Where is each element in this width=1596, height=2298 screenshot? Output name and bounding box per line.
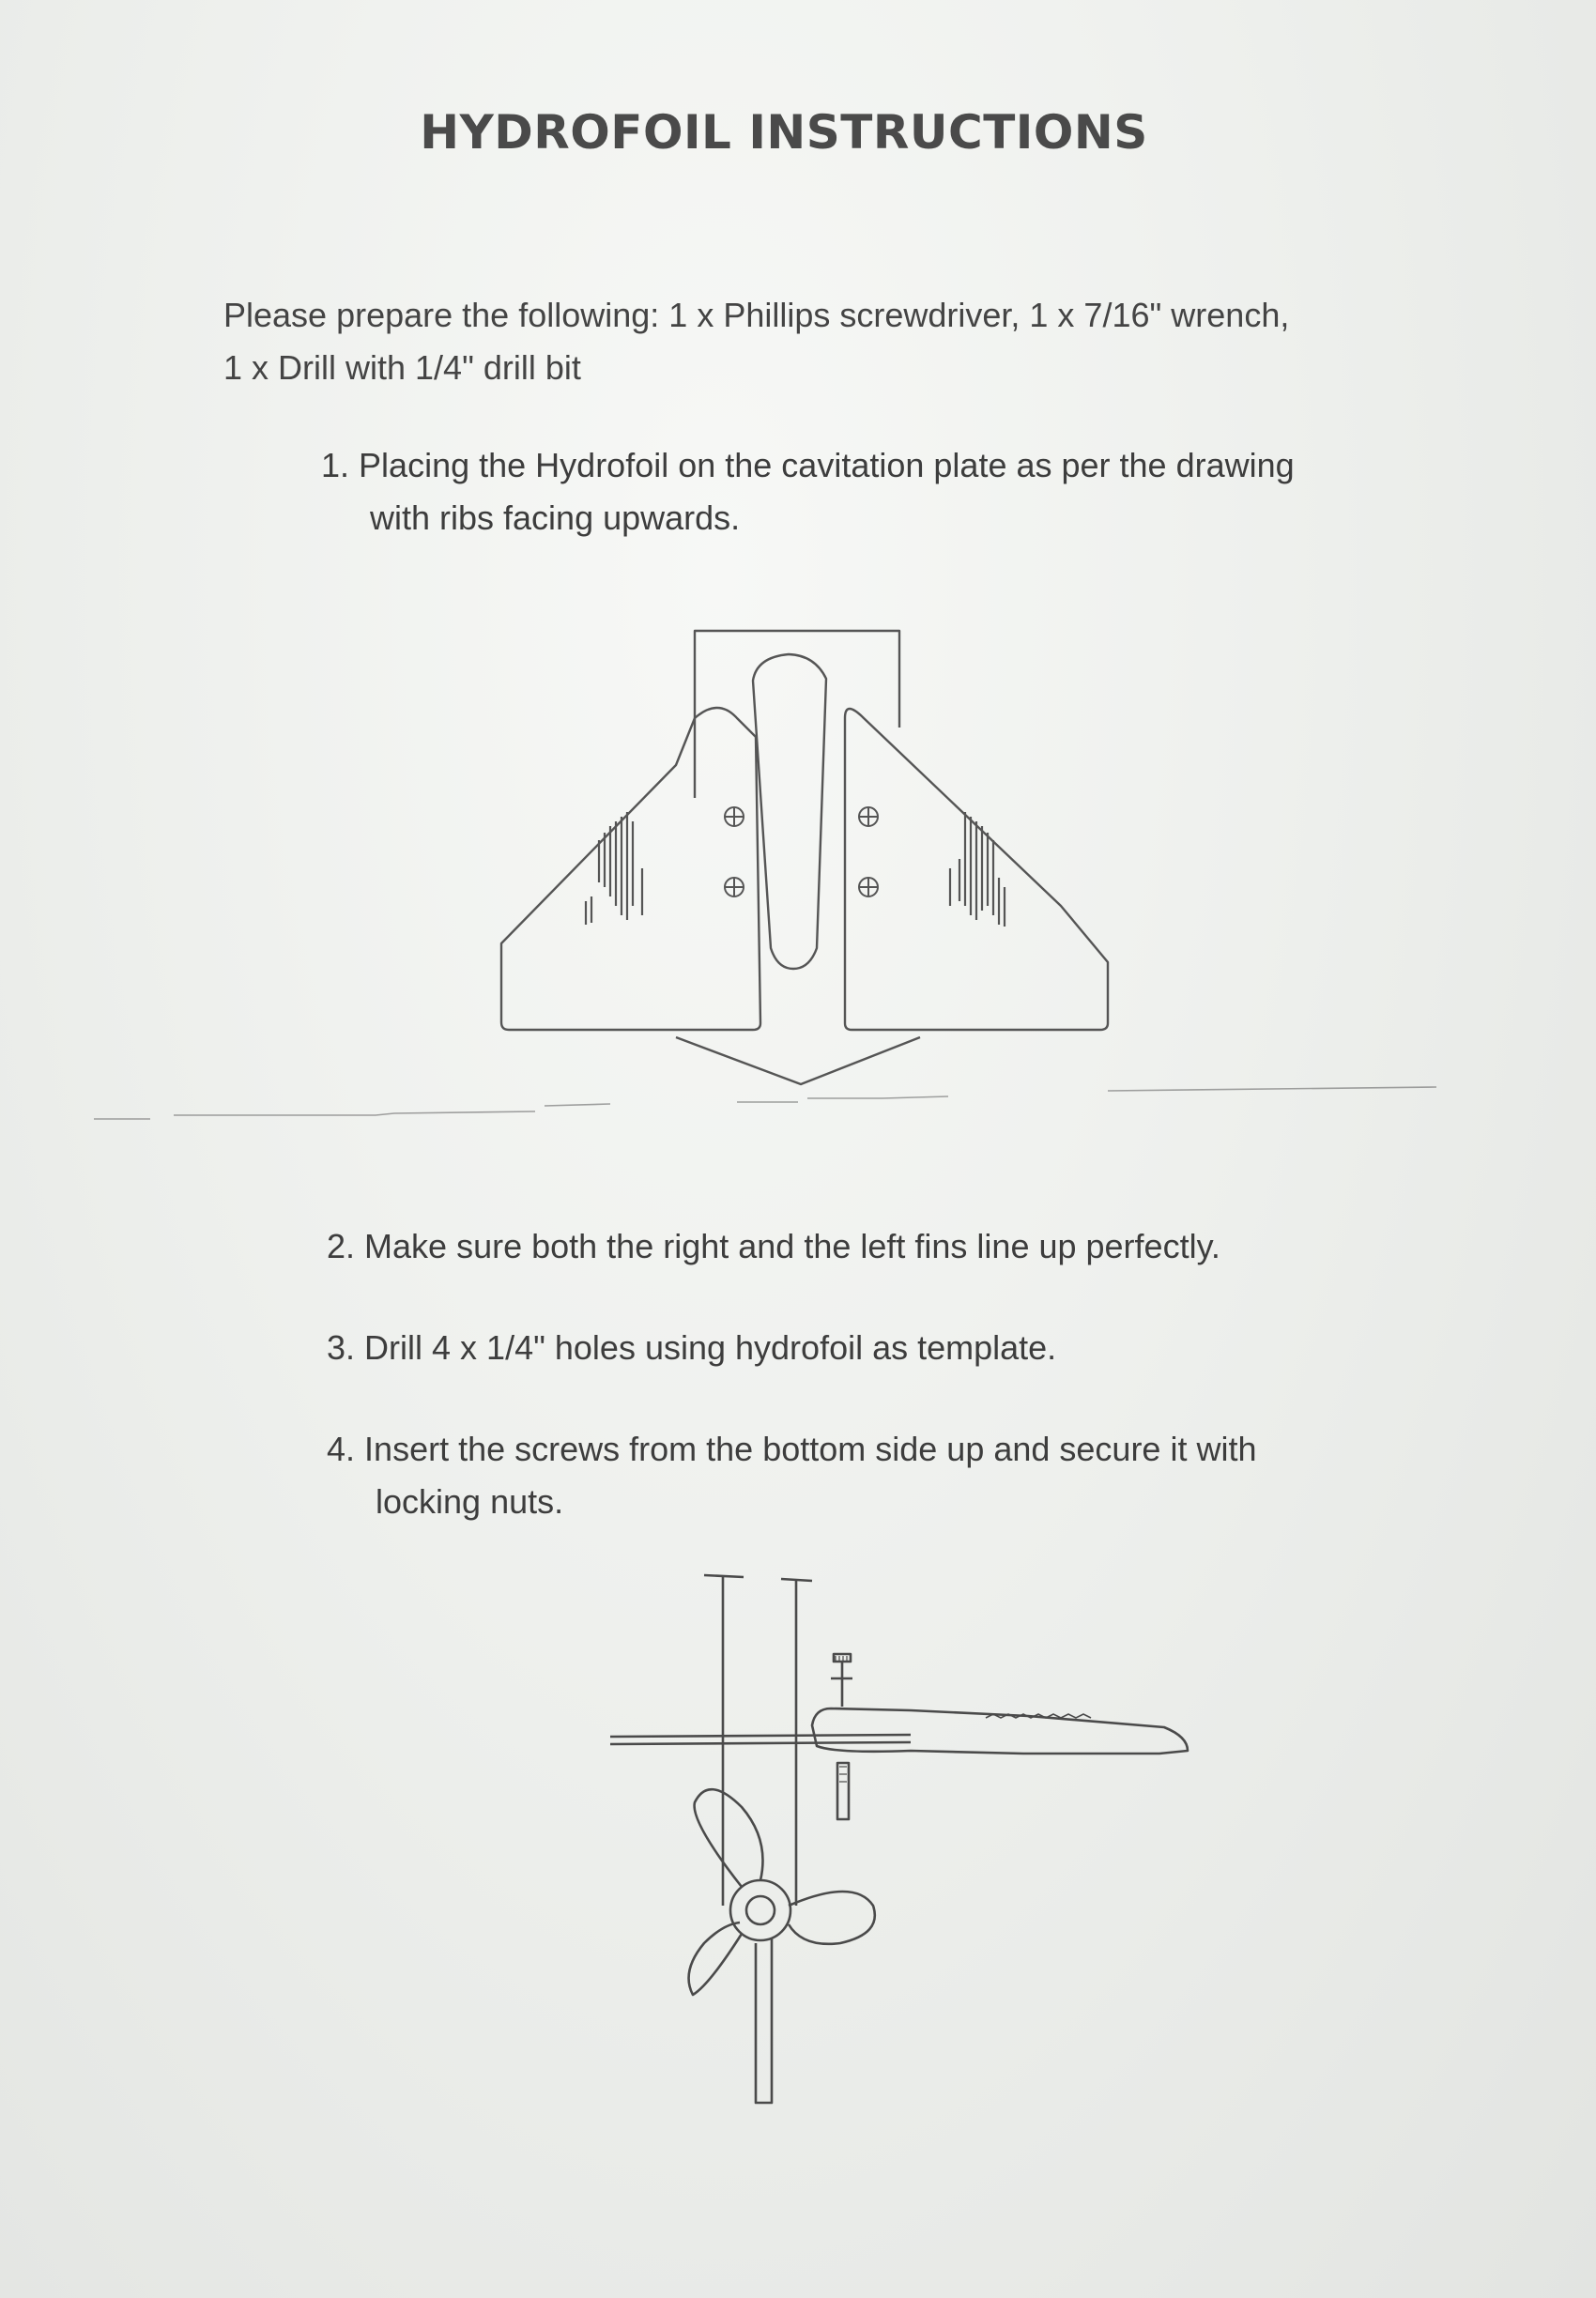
intro-paragraph	[223, 289, 1388, 394]
skeg-outline	[756, 1938, 772, 2103]
step-1-text-line-2: with ribs facing upwards.	[370, 498, 741, 537]
document-title: HYDROFOIL INSTRUCTIONS	[420, 105, 1148, 160]
right-fin-ribs	[950, 812, 1005, 927]
step-3-text: Drill 4 x 1/4" holes using hydrofoil as template.	[364, 1328, 1057, 1367]
step-2-number: 2.	[327, 1227, 356, 1265]
propeller-blade-right	[789, 1892, 875, 1944]
step-4-text-line-1: Insert the screws from the bottom side up and secure it with	[364, 1430, 1257, 1468]
step-4	[327, 1423, 1416, 1528]
propeller-hub-inner	[746, 1896, 775, 1924]
intro-line-1: Please prepare the following: 1 x Phillips screwdriver, 1 x 7/16" wrench,	[223, 296, 1290, 334]
hydrofoil-side-view-diagram	[601, 1568, 1202, 2131]
bolt-icon-left-bottom	[725, 878, 744, 896]
propeller-blade-top	[695, 1789, 763, 1887]
step-3-number: 3.	[327, 1328, 356, 1367]
step-4-number: 4.	[327, 1430, 356, 1468]
screw-head-top	[834, 1654, 851, 1662]
step-2	[327, 1220, 1416, 1273]
propeller-hub-outer	[730, 1880, 790, 1940]
step-2-text: Make sure both the right and the left fins line up perfectly.	[364, 1227, 1220, 1265]
step-1	[321, 439, 1410, 544]
bolt-icon-right-top	[859, 807, 878, 826]
step-4-text-line-2: locking nuts.	[376, 1482, 564, 1521]
gear-housing-outline	[753, 654, 826, 969]
cavitation-plate-line-top	[610, 1735, 911, 1737]
step-3	[327, 1322, 1416, 1374]
step-1-number: 1.	[321, 446, 350, 484]
hydrofoil-top-view-diagram	[488, 624, 1117, 1094]
bolt-icon-left-top	[725, 807, 744, 826]
intro-line-2: 1 x Drill with 1/4" drill bit	[223, 348, 581, 387]
hydrofoil-side-profile	[812, 1708, 1188, 1754]
left-fin-outline	[501, 708, 760, 1030]
step-1-text-line-1: Placing the Hydrofoil on the cavitation plate as per the drawing	[359, 446, 1295, 484]
propeller-blade-bottom	[689, 1923, 742, 1995]
bolt-icon-right-bottom	[859, 878, 878, 896]
cavitation-plate-line-bottom	[610, 1742, 911, 1744]
bolt-below	[837, 1763, 849, 1819]
foil-bottom-v	[676, 1037, 920, 1084]
paper-fold-line	[0, 1080, 1596, 1136]
